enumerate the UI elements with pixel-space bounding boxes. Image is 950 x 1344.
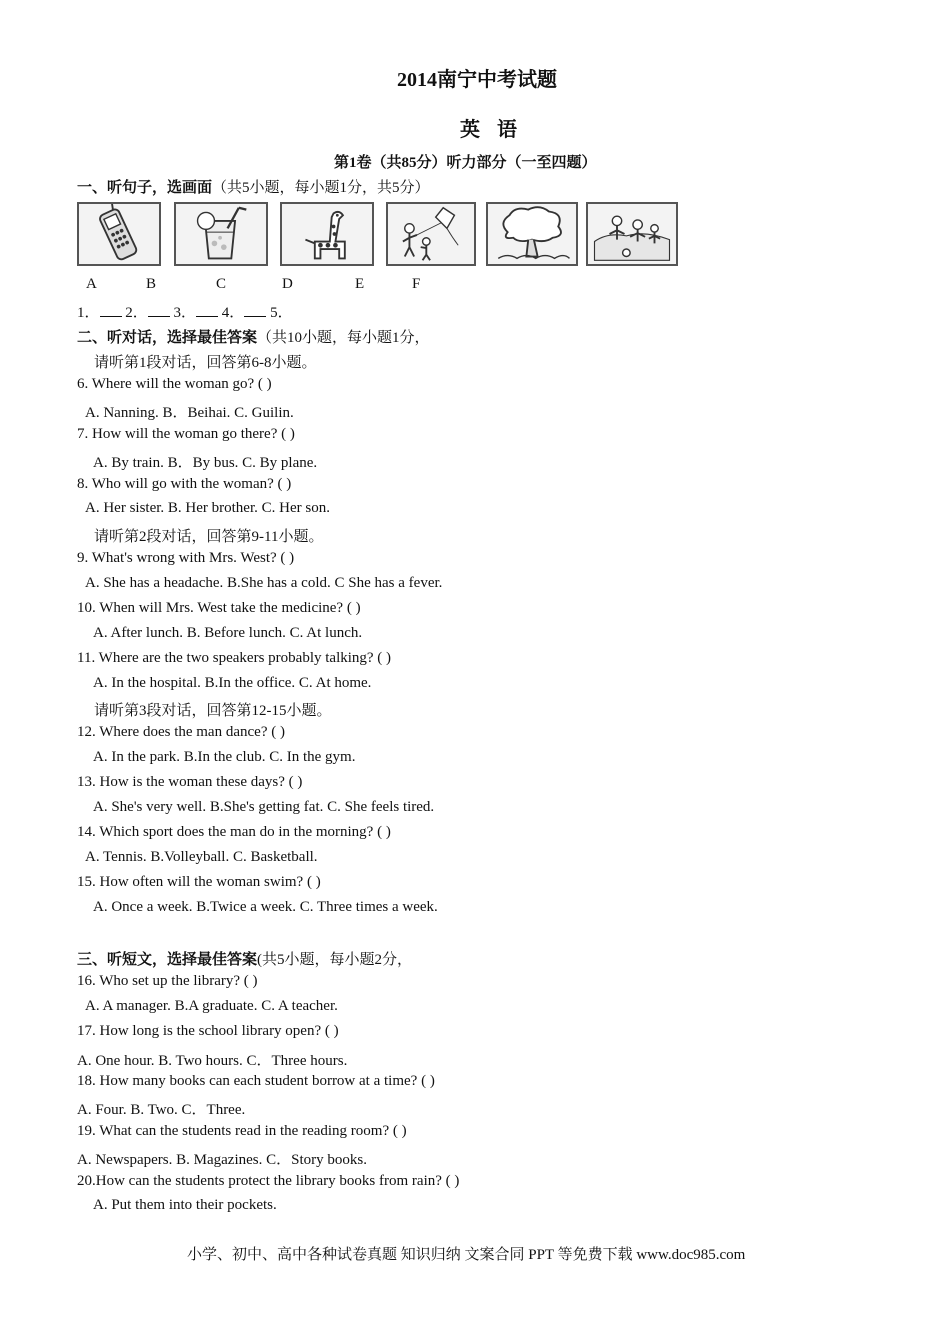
- picture-label-d: D: [282, 276, 293, 292]
- giraffe-toy-icon: [282, 204, 372, 264]
- options-14: A. Tennis. B.Volleyball. C. Basketball.: [85, 849, 318, 865]
- answer-number-5: 5．: [270, 305, 293, 321]
- part2-heading-line: [77, 326, 430, 347]
- question-7: 7. How will the woman go there? ( ): [77, 426, 295, 442]
- answer-blank-2[interactable]: [148, 304, 170, 317]
- picture-label-a: A: [86, 276, 97, 292]
- options-9: A. She has a headache. B.She has a cold. C She has a fever.: [85, 575, 443, 591]
- options-11: A. In the hospital. B.In the office. C. At home.: [93, 675, 372, 691]
- question-9: 9. What's wrong with Mrs. West? ( ): [77, 550, 295, 566]
- options-19: A. Newspapers. B. Magazines. C．Story books.: [77, 1152, 367, 1168]
- picture-tree: [486, 202, 578, 266]
- question-10: 10. When will Mrs. West take the medicine? ( ): [77, 600, 361, 616]
- part3-heading-line: [77, 948, 412, 969]
- family-picnic-icon: [588, 204, 676, 264]
- volume-heading: 第1卷（共85分）听力部分（一至四题）: [334, 155, 597, 171]
- options-13: A. She's very well. B.She's getting fat. C. She feels tired.: [93, 799, 435, 815]
- question-18: 18. How many books can each student borrow at a time? ( ): [77, 1073, 435, 1089]
- answer-line: [77, 301, 293, 322]
- options-10: A. After lunch. B. Before lunch. C. At lunch.: [93, 625, 363, 641]
- picture-picnic: [586, 202, 678, 266]
- picture-label-b: B: [146, 276, 157, 292]
- kids-flying-kite-icon: [388, 204, 474, 264]
- dialog-instruction-3: 请听第3段对话，回答第12-15小题。: [94, 703, 332, 719]
- picture-label-c: C: [216, 276, 227, 292]
- part3-heading: 三、听短文，选择最佳答案: [77, 952, 258, 968]
- answer-number-4: 4．: [221, 305, 245, 321]
- juice-glass-icon: [176, 204, 266, 264]
- part1-heading: 一、听句子，选画面: [77, 180, 213, 196]
- question-20: 20.How can the students protect the library books from rain? ( ): [77, 1173, 460, 1189]
- question-12: 12. Where does the man dance? ( ): [77, 724, 285, 740]
- answer-number-3: 3．: [173, 305, 197, 321]
- picture-kite: [386, 202, 476, 266]
- question-19: 19. What can the students read in the reading room? ( ): [77, 1123, 407, 1139]
- answer-blank-4[interactable]: [244, 304, 266, 317]
- options-18: A. Four. B. Two. C．Three.: [77, 1102, 246, 1118]
- answer-number-2: 2．: [125, 305, 148, 321]
- page-title: 2014南宁中考试题: [397, 69, 557, 91]
- page-footer: 小学、初中、高中各种试卷真题 知识归纳 文案合同 PPT 等免费下载 www.doc985.com: [187, 1247, 746, 1263]
- picture-giraffe: [280, 202, 374, 266]
- options-15: A. Once a week. B.Twice a week. C. Three times a week.: [93, 899, 438, 915]
- part2-note: （共10小题，每小题1分，: [257, 330, 430, 346]
- part2-heading: 二、听对话，选择最佳答案: [77, 330, 258, 346]
- tree-icon: [488, 204, 576, 264]
- picture-phone: [77, 202, 161, 266]
- answer-blank-1[interactable]: [100, 304, 122, 317]
- question-15: 15. How often will the woman swim? ( ): [77, 874, 321, 890]
- options-17: A. One hour. B. Two hours. C．Three hours.: [77, 1053, 348, 1069]
- picture-juice: [174, 202, 268, 266]
- options-16: A. A manager. B.A graduate. C. A teacher.: [85, 998, 338, 1014]
- question-6: 6. Where will the woman go? ( ): [77, 376, 272, 392]
- part1-note: （共5小题，每小题1分，共5分）: [212, 180, 430, 196]
- question-13: 13. How is the woman these days? ( ): [77, 774, 303, 790]
- options-6: A. Nanning. B．Beihai. C. Guilin.: [85, 405, 294, 421]
- part3-note: (共5小题，每小题2分，: [257, 952, 413, 968]
- question-8: 8. Who will go with the woman? ( ): [77, 476, 292, 492]
- dialog-instruction-1: 请听第1段对话，回答第6-8小题。: [94, 355, 317, 371]
- picture-label-e: E: [355, 276, 365, 292]
- question-14: 14. Which sport does the man do in the morning? ( ): [77, 824, 391, 840]
- options-8: A. Her sister. B. Her brother. C. Her son.: [85, 500, 330, 516]
- options-12: A. In the park. B.In the club. C. In the gym.: [93, 749, 356, 765]
- subject-title: 英 语: [460, 119, 523, 141]
- picture-label-f: F: [412, 276, 421, 292]
- question-11: 11. Where are the two speakers probably talking? ( ): [77, 650, 392, 666]
- answer-blank-3[interactable]: [196, 304, 218, 317]
- question-16: 16. Who set up the library? ( ): [77, 973, 258, 989]
- mobile-phone-icon: [79, 204, 159, 264]
- part1-heading-line: [77, 176, 430, 197]
- dialog-instruction-2: 请听第2段对话，回答第9-11小题。: [94, 529, 324, 545]
- options-7: A. By train. B．By bus. C. By plane.: [93, 455, 318, 471]
- question-17: 17. How long is the school library open? ( ): [77, 1023, 339, 1039]
- options-20: A. Put them into their pockets.: [93, 1197, 277, 1213]
- answer-number-1: 1．: [77, 305, 100, 321]
